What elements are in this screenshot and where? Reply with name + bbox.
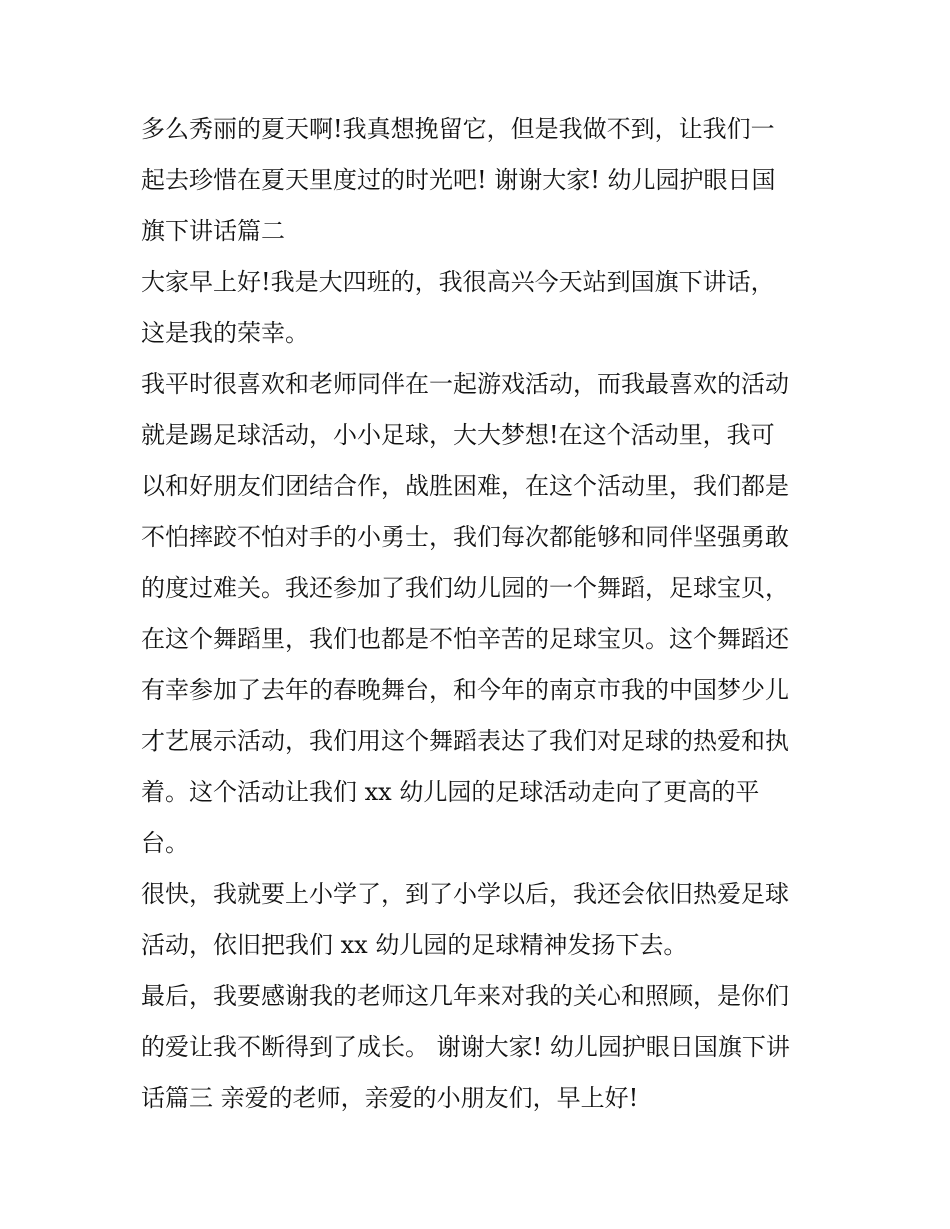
text-line: 最后，我要感谢我的老师这几年来对我的关心和照顾，是你们	[141, 982, 789, 1010]
text-line: 这是我的荣幸。	[141, 319, 309, 347]
text-line: 我平时很喜欢和老师同伴在一起游戏活动，而我最喜欢的活动	[141, 370, 789, 398]
text-line: 着。这个活动让我们 xx 幼儿园的足球活动走向了更高的平	[141, 778, 760, 806]
text-line: 多么秀丽的夏天啊!我真想挽留它，但是我做不到，让我们一	[141, 115, 775, 143]
text-line: 以和好朋友们团结合作，战胜困难，在这个活动里，我们都是	[141, 472, 789, 500]
text-line: 活动，依旧把我们 xx 幼儿园的足球精神发扬下去。	[141, 931, 688, 959]
text-line: 的度过难关。我还参加了我们幼儿园的一个舞蹈，足球宝贝，	[141, 574, 789, 602]
text-line: 很快，我就要上小学了，到了小学以后，我还会依旧热爱足球	[141, 880, 789, 908]
text-line: 台。	[141, 829, 189, 857]
text-line: 旗下讲话篇二	[141, 217, 285, 245]
text-line: 大家早上好!我是大四班的，我很高兴今天站到国旗下讲话，	[141, 268, 775, 296]
document-body	[141, 104, 821, 1124]
text-line: 话篇三 亲爱的老师，亲爱的小朋友们，早上好!	[141, 1084, 639, 1112]
text-line: 的爱让我不断得到了成长。 谢谢大家! 幼儿园护眼日国旗下讲	[141, 1033, 790, 1061]
text-line: 才艺展示活动，我们用这个舞蹈表达了我们对足球的热爱和执	[141, 727, 789, 755]
text-line: 不怕摔跤不怕对手的小勇士，我们每次都能够和同伴坚强勇敢	[141, 523, 789, 551]
text-line: 在这个舞蹈里，我们也都是不怕辛苦的足球宝贝。这个舞蹈还	[141, 625, 789, 653]
text-line: 有幸参加了去年的春晚舞台，和今年的南京市我的中国梦少儿	[141, 676, 789, 704]
text-line: 就是踢足球活动，小小足球，大大梦想!在这个活动里，我可	[141, 421, 775, 449]
text-line: 起去珍惜在夏天里度过的时光吧! 谢谢大家! 幼儿园护眼日国	[141, 166, 776, 194]
